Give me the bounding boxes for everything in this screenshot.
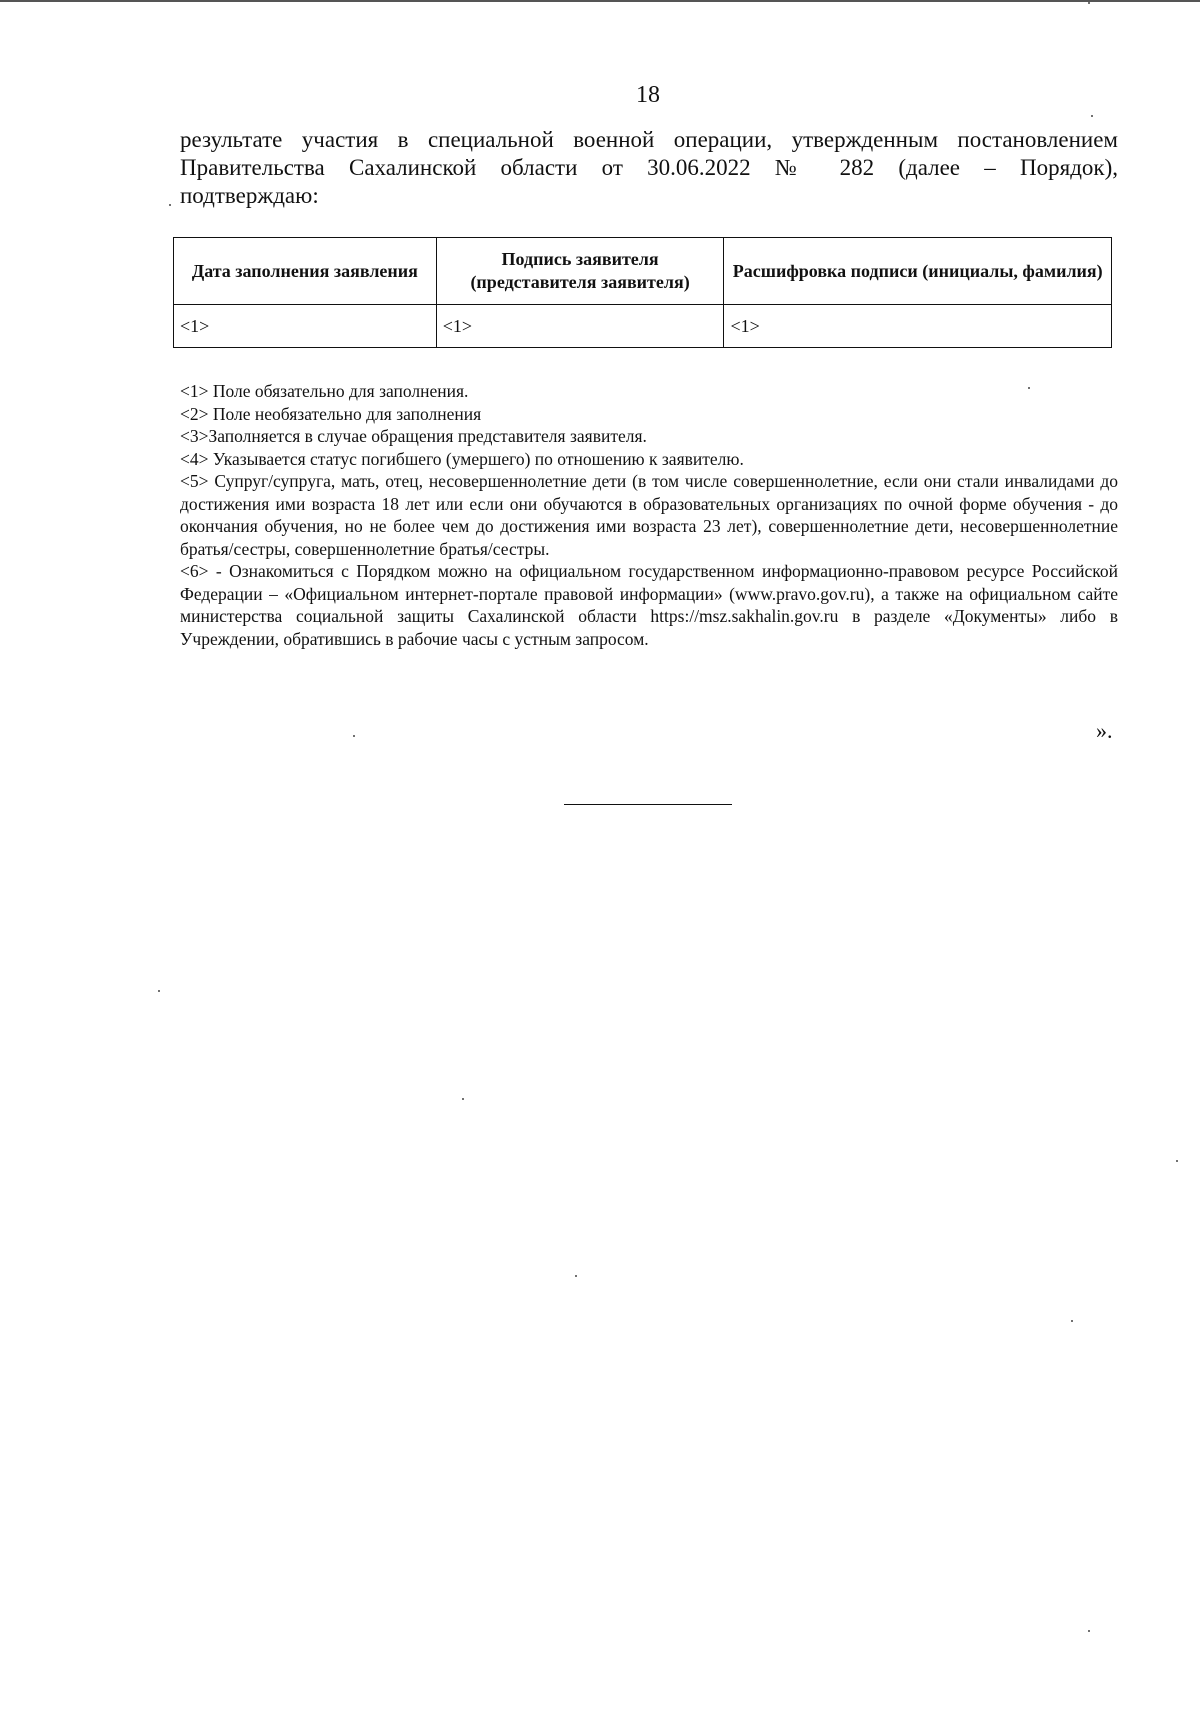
scan-speck [169,204,171,206]
scan-speck [353,735,355,737]
header-fill-date: Дата заполнения заявления [174,238,437,305]
page-number: 18 [636,82,660,108]
footnote-3: <3>Заполняется в случае обращения представителя заявителя. [180,426,647,446]
signature-table-header-row [174,238,1112,305]
scan-speck [1088,1630,1090,1632]
footnote-1: <1> Поле обязательно для заполнения. [180,381,469,401]
header-signature-transcript: Расшифровка подписи (инициалы, фамилия) [724,238,1112,305]
scan-speck [1176,1160,1178,1162]
intro-line-2: Правительства Сахалинской области от 30.06.2022 № 282 (далее – Порядок), [180,155,1118,180]
scan-speck [1028,387,1030,389]
cell-signature-transcript[interactable]: <1> [724,305,1112,348]
scan-edge-line [0,0,1200,2]
scan-speck [462,1098,464,1100]
footnote-4: <4> Указывается статус погибшего (умершего) по отношению к заявителю. [180,448,744,469]
scan-speck [575,1275,577,1277]
signature-table [173,237,1112,348]
scan-speck [1071,1320,1073,1322]
intro-line-1: результате участия в специальной военной операции, утвержденным постановлением [180,127,1118,152]
footnotes [180,380,1118,650]
cell-applicant-signature[interactable]: <1> [436,305,724,348]
scan-speck [1091,115,1093,117]
scan-speck [158,990,160,992]
end-of-document-rule [564,804,732,805]
intro-line-3: подтверждаю: [180,183,319,208]
intro-paragraph [180,126,1118,210]
footnote-6: <6> - Ознакомиться с Порядком можно на официальном государственном информационно-правовом ресурсе Российской Федерации – «Официальном интернет-портале правовой информации» (www.pravo.gov.ru), а также на официальном сайте министерства социальной защиты Сахалинской области https://msz.sakhalin.gov.ru в разделе «Документы» либо в Учреждении, обратившись в рабочие часы с устным запросом. [180,561,1118,649]
closing-quote: ». [1096,718,1113,743]
footnote-2: <2> Поле необязательно для заполнения [180,403,482,424]
header-applicant-signature: Подпись заявителя (представителя заявителя) [436,238,724,305]
scan-speck [1088,2,1090,4]
signature-table-row [174,305,1112,348]
footnote-5: <5> Супруг/супруга, мать, отец, несовершеннолетние дети (в том числе совершеннолетние, если они стали инвалидами до достижения ими возраста 18 лет или если они обучаются в образовательных организациях по очной форме обучения - до окончания обучения, но не более чем до достижения ими возраста 23 лет), совершеннолетние дети, несовершеннолетние братья/сестры, совершеннолетние братья/сестры. [180,471,1118,559]
cell-fill-date[interactable]: <1> [174,305,437,348]
